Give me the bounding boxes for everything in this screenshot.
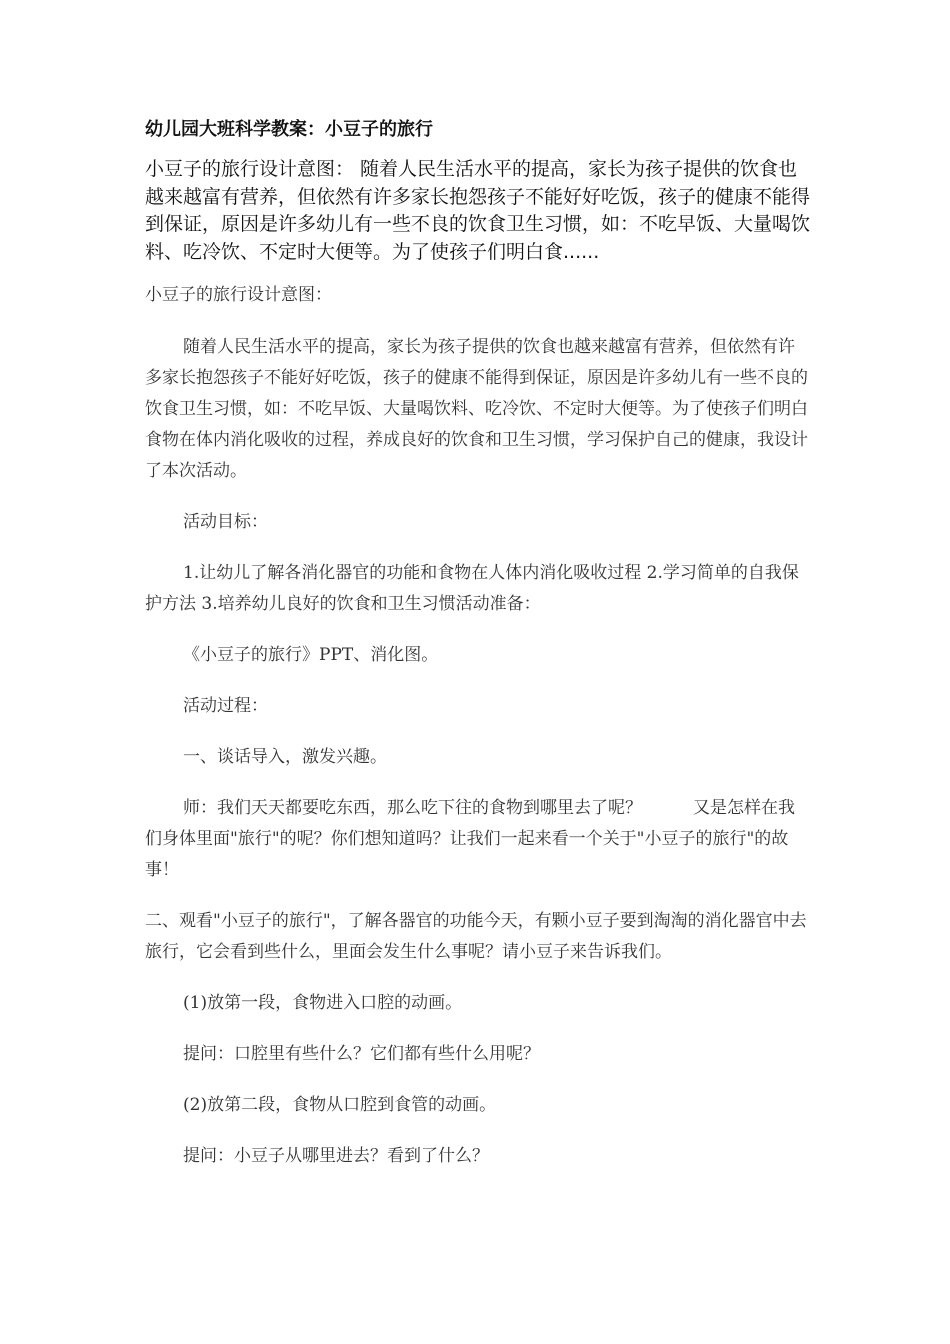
- paragraph-teacher-intro: 师：我们天天都要吃东西，那么吃下往的食物到哪里去了呢？ 又是怎样在我们身体里面"旅行"的呢？你们想知道吗？让我们一起来看一个关于"小豆子的旅行"的故事！: [145, 798, 795, 880]
- paragraph-question-one: 提问：口腔里有些什么？它们都有些什么用呢？: [183, 1044, 540, 1064]
- paragraph-segment-one: (1)放第一段，食物进入口腔的动画。: [183, 993, 463, 1013]
- document-title: 幼儿园大班科学教案：小豆子的旅行: [145, 119, 433, 140]
- paragraph-design-intent: 随着人民生活水平的提高，家长为孩子提供的饮食也越来越富有营养，但依然有许多家长抱怨孩子不能好好吃饭，孩子的健康不能得到保证，原因是许多幼儿有一些不良的饮食卫生习惯，如：不吃早饭、大量喝饮料、吃冷饮、不定时大便等。为了使孩子们明白食物在体内消化吸收的过程，养成良好的饮食和卫生习惯，学习保护自己的健康，我设计了本次活动。: [145, 337, 808, 481]
- paragraph-step-two: 二、观看"小豆子的旅行"，了解各器官的功能今天，有颗小豆子要到淘淘的消化器官中去旅行，它会看到些什么，里面会发生什么事呢？请小豆子来告诉我们。: [145, 911, 807, 962]
- paragraph-question-two: 提问：小豆子从哪里进去？看到了什么？: [183, 1146, 489, 1166]
- paragraph-process-heading: 活动过程：: [183, 696, 268, 716]
- paragraph-step-one: 一、谈话导入，激发兴趣。: [183, 747, 387, 767]
- paragraph-segment-two: (2)放第二段，食物从口腔到食管的动画。: [183, 1095, 497, 1115]
- paragraph-design-intent-heading: 小豆子的旅行设计意图：: [145, 285, 332, 305]
- paragraph-goals: 1.让幼儿了解各消化器官的功能和食物在人体内消化吸收过程 2.学习简单的自我保护方法 3.培养幼儿良好的饮食和卫生习惯活动准备：: [145, 563, 799, 614]
- paragraph-materials: 《小豆子的旅行》PPT、消化图。: [183, 645, 439, 665]
- paragraph-goals-heading: 活动目标：: [183, 512, 268, 532]
- document-body: [145, 280, 810, 1172]
- document-summary: 小豆子的旅行设计意图： 随着人民生活水平的提高，家长为孩子提供的饮食也越来越富有营养，但依然有许多家长抱怨孩子不能好好吃饭，孩子的健康不能得到保证，原因是许多幼儿有一些不良的饮食卫生习惯，如：不吃早饭、大量喝饮料、吃冷饮、不定时大便等。为了使孩子们明白食......: [145, 158, 811, 263]
